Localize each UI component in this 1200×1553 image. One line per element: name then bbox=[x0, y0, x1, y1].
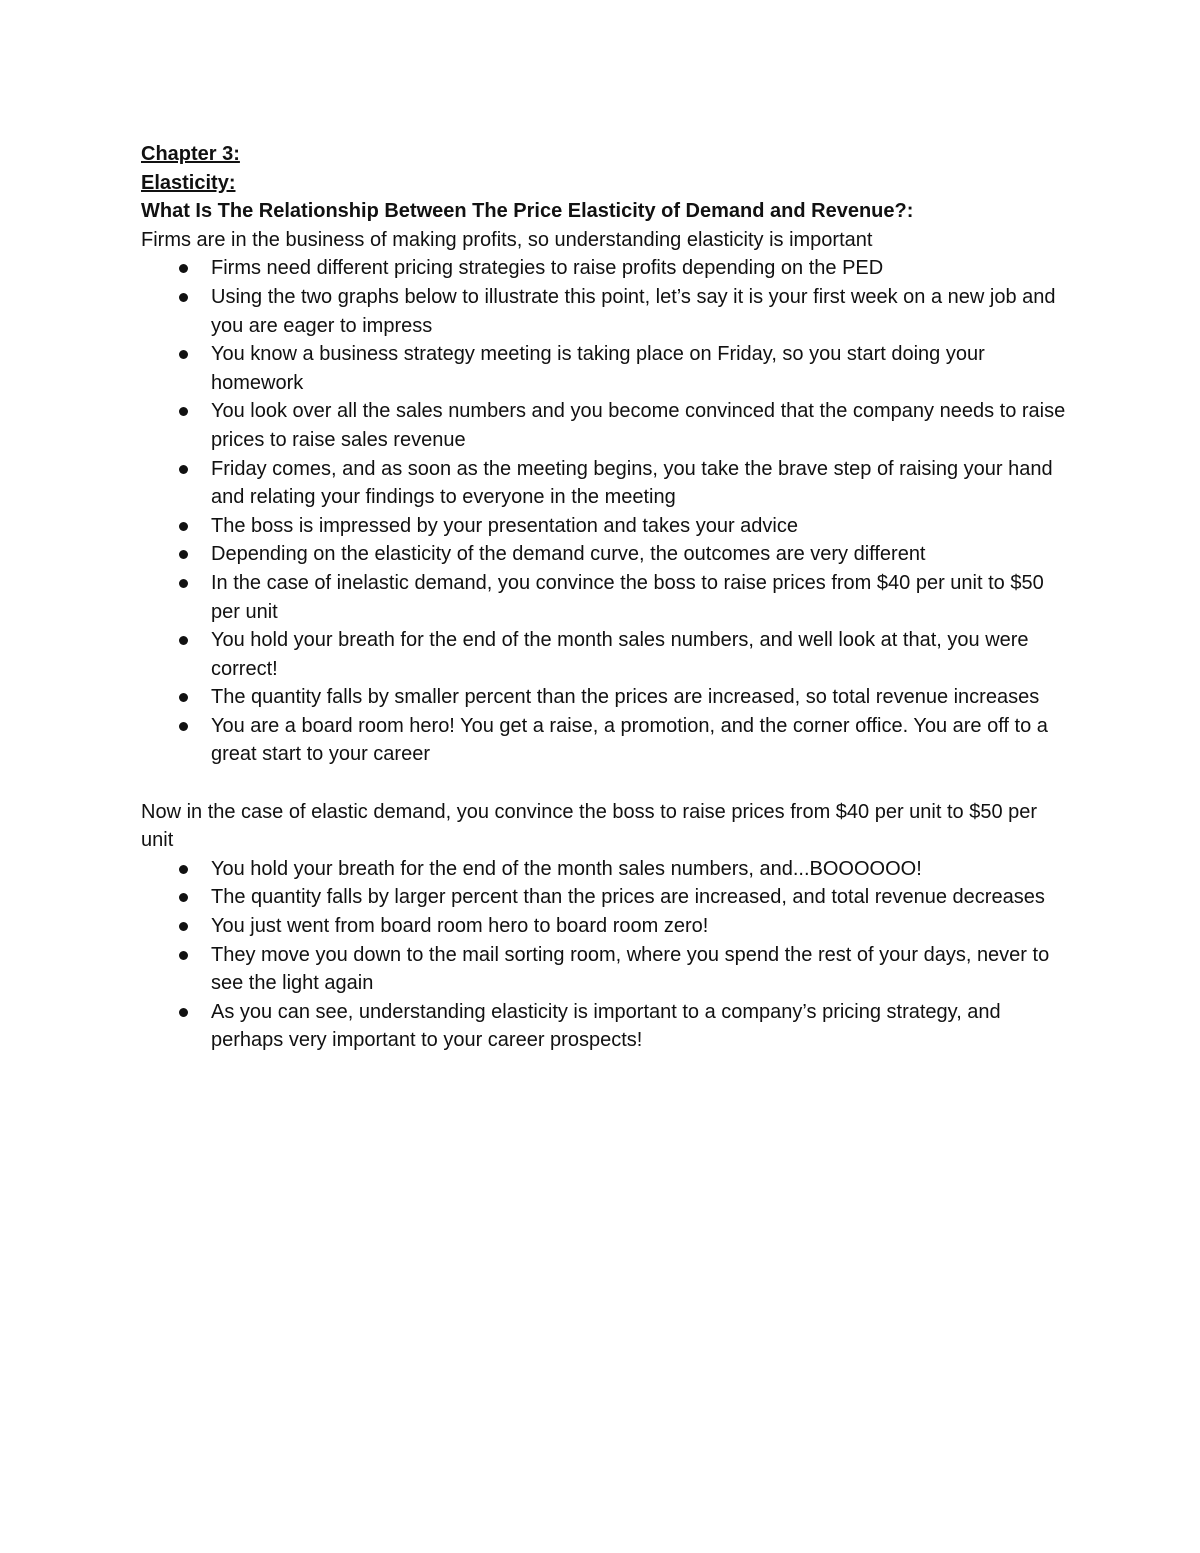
list-item bbox=[141, 569, 1071, 626]
question-heading: What Is The Relationship Between The Price Elasticity of Demand and Revenue?: bbox=[141, 200, 914, 223]
list-item-text: You hold your breath for the end of the month sales numbers, and well look at that, you were correct! bbox=[211, 629, 1029, 680]
bullet-icon bbox=[179, 350, 188, 359]
bullet-icon bbox=[179, 579, 188, 588]
list-item-text: They move you down to the mail sorting room, where you spend the rest of your days, never to see the light again bbox=[211, 943, 1050, 995]
bullet-icon bbox=[179, 293, 188, 302]
list-item bbox=[141, 254, 1071, 283]
list-item bbox=[141, 397, 1071, 454]
list-item-text: In the case of inelastic demand, you convince the boss to raise prices from $40 per unit to $50 per unit bbox=[211, 571, 1044, 623]
list-item-text: The quantity falls by smaller percent than the prices are increased, so total revenue increases bbox=[211, 686, 1040, 709]
list-item bbox=[141, 283, 1071, 340]
list-item bbox=[141, 855, 1071, 884]
bullet-icon bbox=[179, 1008, 188, 1017]
bullet-list-elastic bbox=[141, 855, 1071, 1055]
bullet-list-inelastic bbox=[141, 254, 1071, 769]
list-item-text: Depending on the elasticity of the demand curve, the outcomes are very different bbox=[211, 543, 926, 566]
list-item-text: Using the two graphs below to illustrate this point, let’s say it is your first week on a new job and you are eager to impress bbox=[211, 285, 1056, 337]
list-item bbox=[141, 340, 1071, 397]
bullet-icon bbox=[179, 951, 188, 960]
chapter-heading: Chapter 3: bbox=[141, 143, 240, 165]
list-item bbox=[141, 455, 1071, 512]
bullet-icon bbox=[179, 922, 188, 931]
bullet-icon bbox=[179, 407, 188, 416]
list-item-text: You look over all the sales numbers and you become convinced that the company needs to raise prices to raise sales revenue bbox=[211, 400, 1066, 451]
list-item bbox=[141, 712, 1071, 769]
bullet-icon bbox=[179, 636, 188, 645]
list-item-text: You are a board room hero! You get a raise, a promotion, and the corner office. You are off to a great start to your career bbox=[211, 714, 1048, 766]
section-heading: Elasticity: bbox=[141, 171, 236, 194]
list-item-text: As you can see, understanding elasticity is important to a company’s pricing strategy, and perhaps very important to your career prospects! bbox=[211, 1000, 1001, 1052]
list-item-text: You know a business strategy meeting is taking place on Friday, so you start doing your homework bbox=[211, 343, 985, 394]
list-item-text: The boss is impressed by your presentation and takes your advice bbox=[211, 514, 798, 537]
list-item bbox=[141, 540, 1071, 569]
bullet-icon bbox=[179, 550, 188, 559]
intro-paragraph: Firms are in the business of making profits, so understanding elasticity is important bbox=[141, 228, 873, 251]
bullet-icon bbox=[179, 522, 188, 531]
list-item-text: The quantity falls by larger percent than the prices are increased, and total revenue decreases bbox=[211, 886, 1045, 909]
bullet-icon bbox=[179, 865, 188, 874]
list-item-text: Firms need different pricing strategies to raise profits depending on the PED bbox=[211, 257, 884, 280]
list-item bbox=[141, 626, 1071, 683]
list-item bbox=[141, 883, 1071, 912]
list-item-text: You hold your breath for the end of the month sales numbers, and...BOOOOOO! bbox=[211, 857, 922, 880]
list-item bbox=[141, 912, 1071, 941]
list-item-text: Friday comes, and as soon as the meeting begins, you take the brave step of raising your hand and relating your findings to everyone in the meeting bbox=[211, 457, 1053, 509]
list-item bbox=[141, 941, 1071, 998]
list-item-text: You just went from board room hero to board room zero! bbox=[211, 915, 709, 938]
document-page bbox=[141, 140, 1071, 1055]
bullet-icon bbox=[179, 693, 188, 702]
bullet-icon bbox=[179, 264, 188, 273]
bullet-icon bbox=[179, 893, 188, 902]
bullet-icon bbox=[179, 722, 188, 731]
bullet-icon bbox=[179, 465, 188, 474]
list-item bbox=[141, 998, 1071, 1055]
list-item bbox=[141, 512, 1071, 541]
list-item bbox=[141, 683, 1071, 712]
elastic-paragraph: Now in the case of elastic demand, you convince the boss to raise prices from $40 per unit to $50 per unit bbox=[141, 800, 1038, 852]
paragraph-gap bbox=[141, 769, 1071, 798]
